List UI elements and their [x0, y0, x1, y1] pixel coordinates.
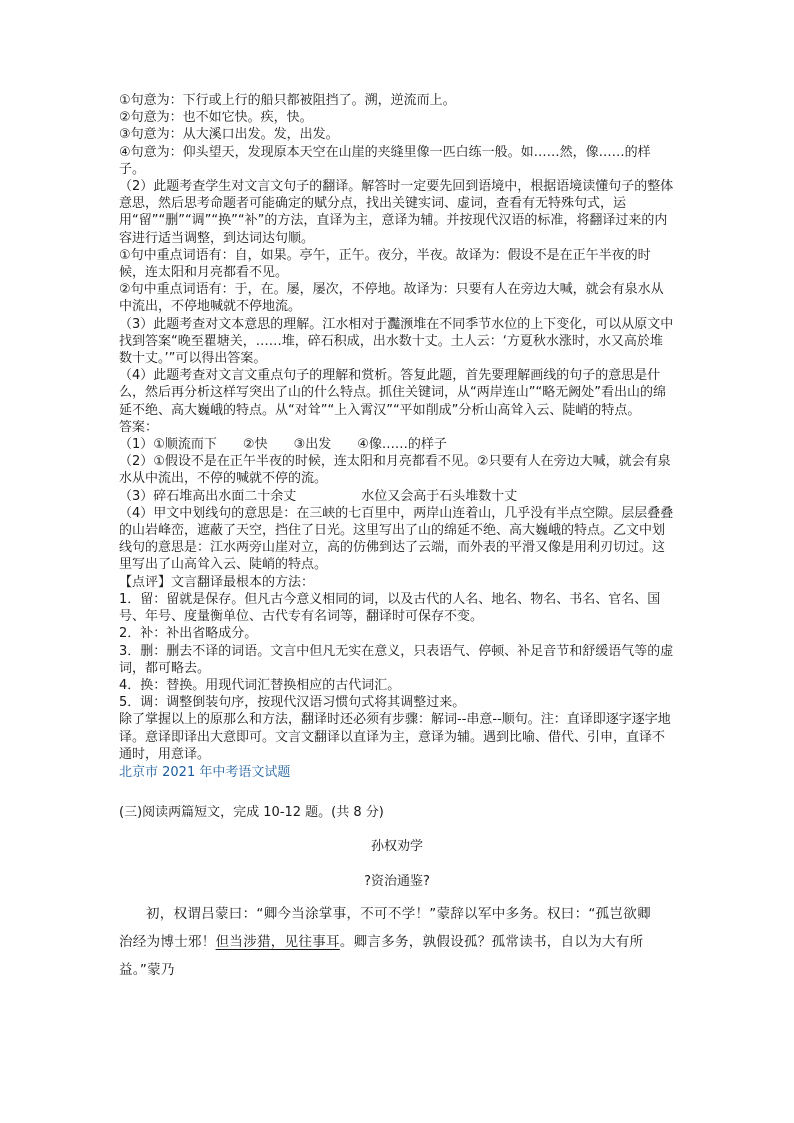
answer-1: （1）①顺流而下 ②快 ③出发 ④像……的样子: [119, 437, 447, 453]
review-method-3: 3．删：删去不译的词语。文言中但凡无实在意义，只表语气、停顿、补足音节和舒缓语气等的虚词，都可略去。: [119, 643, 674, 676]
passage-text-b: 。卿言多务，孰假设孤？孤常读书，自以为大有所益。”蒙乃: [119, 933, 644, 978]
review-method-2: 2．补：补出省略成分。: [119, 626, 258, 642]
note-1: ①句意为：下行或上行的船只都被阻挡了。溯，逆流而上。: [119, 93, 456, 108]
passage-title: 孙权劝学: [370, 839, 423, 855]
analysis-q4: （4）此题考查对文言文重点句子的理解和赏析。答复此题，首先要理解画线的句子的意思是什么，然后再分析这样写突出了山的什么特点。抓住关键词，从“两岸连山”“略无阙处”看出山的绵延不绝、高大巍峨的特点。从“对耸”“上入霄汉”“平如削成”分析山高耸入云、陡峭的特点。: [119, 368, 666, 418]
analysis-q2-b: ②句中重点词语有：于，在。屡，屡次，不停地。故译为：只要有人在旁边大喊，就会有泉水从中流出，不停地喊就不停地流。: [119, 282, 664, 315]
review-title: 【点评】文言翻译最根本的方法：: [119, 574, 315, 590]
passage-line-1: 初，权谓吕蒙曰：“卿今当涂掌事，不可不学！”蒙辞以军中多务。权曰：“孤岂欲卿: [146, 905, 651, 922]
section-instruction: (三)阅读两篇短文，完成 10-12 题。(共 8 分): [119, 805, 384, 821]
passage-line-2: [119, 928, 675, 984]
analysis-q2: （2）此题考查学生对文言文句子的翻译。解答时一定要先回到语境中，根据语境读懂句子的整体意思，然后思考命题者可能确定的赋分点，找出关键实词、虚词，查看有无特殊句式，运用“留”“删”“调”“换”“补”的方法，直译为主，意译为辅。并按现代汉语的标准，将翻译过来的内容进行适当调整，到达词达句顺。: [119, 179, 674, 246]
note-3: ③句意为：从大溪口出发。发，出发。: [119, 127, 339, 143]
note-2: ②句意为：也不如它快。疾，快。: [119, 110, 313, 126]
passage-source: ?资治通鉴?: [364, 873, 430, 889]
answer-label: 答案：: [119, 419, 159, 435]
note-4: ④句意为：仰头望天，发现原本天空在山崖的夹缝里像一匹白练一般。如……然，像……的样子。: [119, 144, 651, 177]
answer-4: （4）甲文中划线句的意思是：在三峡的七百里中，两岸山连着山，几乎没有半点空隙。层层叠叠的山岩峰峦，遮蔽了天空，挡住了日光。这里写出了山的绵延不绝、高大巍峨的特点。乙文中划线句的意思是：江水两旁山崖对立，高的仿佛到达了云端，而外表的平滑又像是用利刃切过。这里写出了山高耸入云、陡峭的特点。: [119, 505, 674, 573]
answer-3: （3）碎石堆高出水面二十余丈 水位又会高于石头堆数十丈: [119, 488, 518, 504]
analysis-q2-a: ①句中重点词语有：自，如果。亭午，正午。夜分，半夜。故译为：假设不是在正午半夜的时候，连太阳和月亮都看不见。: [119, 247, 651, 281]
passage-text-a: 治经为博士邪！: [119, 933, 216, 950]
underlined-sentence: 但当涉猎，见往事耳: [215, 933, 340, 950]
review-method-1: 1．留：留就是保存。但凡古今意义相同的词，以及古代的人名、地名、物名、书名、官名、国号、年号、度量衡单位、古代专有名词等，翻译时可保存不变。: [119, 591, 661, 625]
analysis-q3: （3）此题考查对文本意思的理解。江水相对于灩滪堆在不同季节水位的上下变化，可以从原文中找到答案“晚至瞿塘关，……堆，碎石积成，出水数十丈。土人云：‘方夏秋水涨时，水又高於堆数十丈。’”可以得出答案。: [119, 316, 674, 367]
document-page: [119, 92, 675, 984]
review-summary: 除了掌握以上的原那么和方法，翻译时还必须有步骤：解词--串意--顺句。注：直译即逐字逐字地译。意译即译出大意即可。文言文翻译以直译为主，意译为辅。遇到比喻、借代、引申，直译不通时，用意译。: [119, 712, 671, 762]
review-method-4: 4．换：替换。用现代词汇替换相应的古代词汇。: [119, 677, 401, 693]
exam-source-link[interactable]: 北京市 2021 年中考语文试题: [119, 764, 291, 780]
answer-2: （2）①假设不是在正午半夜的时候，连太阳和月亮都看不见。②只要有人在旁边大喊，就会有泉水从中流出，不停的喊就不停的流。: [119, 454, 671, 487]
review-method-5: 5．调：调整倒装句序，按现代汉语习惯句式将其调整过来。: [119, 695, 466, 711]
